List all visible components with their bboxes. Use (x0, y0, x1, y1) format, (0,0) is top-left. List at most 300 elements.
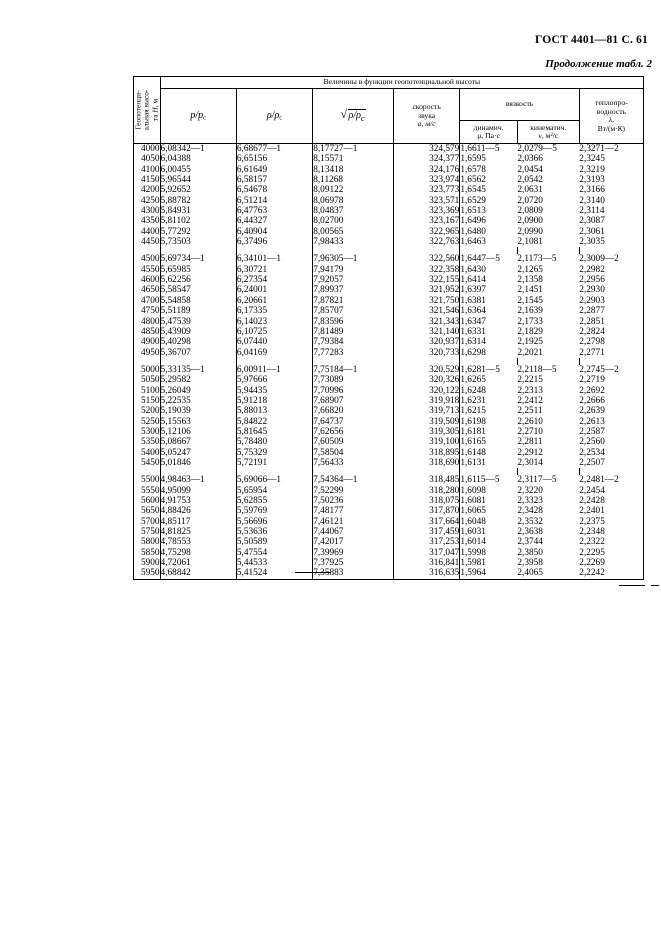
cell-pressure-ratio: 5,84931 (160, 206, 236, 216)
cell-density-ratio: 5,91218 (236, 396, 312, 406)
cell-dynamic-viscosity: 1,6397 (460, 285, 486, 296)
cell-thermal-conductivity: 2,2613 (579, 417, 643, 427)
cell-thermal-conductivity: 2,2824 (579, 327, 643, 337)
cell-sqrt-density-ratio: 7,35883 (313, 568, 394, 579)
cell-speed-of-sound: 320,122 (393, 386, 459, 396)
cell-pressure-ratio: 6,08342—1 (160, 144, 236, 155)
cell-thermal-conductivity: 2,3271—2 (579, 144, 643, 155)
cell-thermal-conductivity: 2,2956 (579, 275, 643, 285)
cell-density-ratio: 6,37496 (236, 237, 312, 247)
cell-dynamic-viscosity: 1,6081 (460, 496, 486, 506)
cell-thermal-conductivity: 2,3166 (579, 185, 643, 195)
cell-thermal-conductivity: 2,2348 (579, 527, 643, 537)
table-row (134, 206, 644, 216)
cell-dynamic-viscosity: 1,6480 (460, 226, 486, 237)
height-header-line1: Геопотенци- (133, 90, 143, 130)
cell-thermal-conductivity: 2,2745—2 (579, 365, 643, 375)
cell-sqrt-density-ratio: 7,89937 (313, 285, 394, 295)
cell-density-ratio: 6,20661 (236, 296, 312, 306)
cell-speed-of-sound: 317,664 (393, 517, 459, 527)
cell-sqrt-density-ratio: 7,96305—1 (313, 254, 394, 264)
cell-sqrt-density-ratio: 7,81489 (313, 327, 394, 337)
cell-sqrt-density-ratio: 8,09122 (313, 185, 394, 195)
cell-density-ratio: 5,59769 (236, 506, 312, 516)
table-row (134, 317, 644, 327)
running-head: ГОСТ 4401—81 С. 61 (535, 34, 648, 46)
cell-kinematic-viscosity: 2,1081 (517, 237, 543, 248)
sos-line2: звука (418, 110, 436, 120)
cell-dynamic-viscosity: 1,6031 (460, 527, 486, 538)
cell-speed-of-sound: 319,305 (393, 427, 459, 437)
cell-kinematic-viscosity: 2,0279—5 (517, 144, 557, 154)
cell-kinematic-viscosity: 2,3744 (517, 537, 543, 548)
cell-pressure-ratio: 5,54858 (160, 296, 236, 306)
footer-dash-right-2 (651, 585, 659, 586)
cell-thermal-conductivity: 2,3087 (579, 216, 643, 226)
cell-sqrt-density-ratio: 7,73089 (313, 375, 394, 385)
footer-dash-right (619, 585, 645, 586)
table-row (134, 348, 644, 358)
cell-density-ratio: 5,81645 (236, 427, 312, 437)
cell-height: 5950 (134, 568, 161, 579)
cell-pressure-ratio: 5,19039 (160, 406, 236, 416)
cell-thermal-conductivity: 2,2454 (579, 486, 643, 496)
cell-pressure-ratio: 5,73503 (160, 237, 236, 247)
cell-height: 5050 (134, 375, 161, 385)
cell-height: 5400 (134, 448, 161, 458)
cell-height: 4850 (134, 327, 161, 337)
cell-kinematic-viscosity: 2,1925 (517, 337, 543, 348)
cell-sqrt-density-ratio: 7,79384 (313, 337, 394, 347)
cell-thermal-conductivity: 2,2242 (579, 568, 643, 579)
cell-speed-of-sound: 321,750 (393, 296, 459, 306)
table-row (134, 396, 644, 406)
cell-thermal-conductivity: 2,3061 (579, 227, 643, 237)
cell-thermal-conductivity: 2,2930 (579, 285, 643, 295)
cell-kinematic-viscosity: 2,3532 (517, 516, 543, 527)
cell-density-ratio: 6,24001 (236, 285, 312, 295)
cell-pressure-ratio: 5,26049 (160, 386, 236, 396)
cell-speed-of-sound: 323,167 (393, 216, 459, 226)
lam-line1: теплопро- (595, 98, 628, 107)
cell-height: 5300 (134, 427, 161, 437)
cell-dynamic-viscosity: 1,6048 (460, 516, 486, 527)
col-header-thermal-conductivity (579, 89, 643, 144)
cell-height: 4900 (134, 337, 161, 347)
cell-kinematic-viscosity: 2,4065 (517, 568, 579, 579)
table-row (134, 196, 644, 206)
cell-speed-of-sound: 323,974 (393, 175, 459, 185)
height-header-line2: альная высо- (141, 89, 151, 131)
cell-dynamic-viscosity: 1,6545 (460, 185, 486, 196)
cell-height: 4650 (134, 285, 161, 295)
cell-kinematic-viscosity: 2,1265 (517, 264, 543, 275)
cell-thermal-conductivity: 2,2401 (579, 506, 643, 516)
cell-sqrt-density-ratio: 7,83596 (313, 317, 394, 327)
cell-thermal-conductivity: 2,2771 (579, 348, 643, 358)
cell-thermal-conductivity: 2,3140 (579, 196, 643, 206)
table-row (134, 558, 644, 568)
table-row (134, 458, 644, 468)
cell-sqrt-density-ratio: 7,77283 (313, 348, 394, 358)
lam-line4: Вт/(м·К) (597, 123, 625, 133)
cell-height: 5250 (134, 417, 161, 427)
cell-pressure-ratio: 4,98463—1 (160, 475, 236, 485)
cell-thermal-conductivity: 2,2507 (579, 458, 643, 468)
cell-kinematic-viscosity: 2,1451 (517, 285, 543, 296)
footer-dash-left (295, 572, 331, 573)
cell-thermal-conductivity: 2,2719 (579, 375, 643, 385)
table-row (134, 144, 644, 155)
cell-pressure-ratio: 5,47539 (160, 317, 236, 327)
cell-pressure-ratio: 6,04388 (160, 154, 236, 164)
cell-height: 4450 (134, 237, 161, 247)
cell-density-ratio: 5,69066—1 (236, 475, 312, 485)
cell-height: 5550 (134, 486, 161, 496)
cell-kinematic-viscosity: 2,0454 (517, 164, 543, 175)
cell-dynamic-viscosity: 1,5981 (460, 558, 486, 569)
cell-kinematic-viscosity: 2,2313 (517, 385, 543, 396)
cell-kinematic-viscosity: 2,2710 (517, 426, 543, 437)
cell-density-ratio: 6,17335 (236, 306, 312, 316)
cell-kinematic-viscosity: 2,1173—5 (517, 254, 557, 265)
cell-sqrt-density-ratio: 7,39969 (313, 548, 394, 558)
table-row (134, 568, 644, 579)
cell-thermal-conductivity: 2,2851 (579, 317, 643, 327)
cell-sqrt-density-ratio: 8,02700 (313, 216, 394, 226)
cell-speed-of-sound: 316,841 (393, 558, 459, 568)
table-row (134, 227, 644, 237)
cell-thermal-conductivity: 2,2428 (579, 496, 643, 506)
cell-pressure-ratio: 5,43909 (160, 327, 236, 337)
cell-dynamic-viscosity: 1,6198 (460, 416, 486, 427)
cell-density-ratio: 6,30721 (236, 265, 312, 275)
cell-kinematic-viscosity: 2,2912 (517, 447, 543, 458)
cell-pressure-ratio: 5,92652 (160, 185, 236, 195)
cell-speed-of-sound: 322,155 (393, 275, 459, 285)
cell-dynamic-viscosity: 1,6578 (460, 164, 486, 175)
cell-dynamic-viscosity: 1,6513 (460, 206, 486, 217)
cell-height: 5850 (134, 548, 161, 558)
cell-dynamic-viscosity: 1,6331 (460, 326, 486, 337)
cell-density-ratio: 5,47554 (236, 548, 312, 558)
cell-sqrt-density-ratio: 8,13418 (313, 165, 394, 175)
table-row (134, 237, 644, 247)
cell-thermal-conductivity: 2,2692 (579, 386, 643, 396)
cell-density-ratio: 5,75329 (236, 448, 312, 458)
cell-speed-of-sound: 318,895 (393, 448, 459, 458)
cell-speed-of-sound: 322,763 (393, 237, 459, 247)
col-header-height (134, 77, 161, 144)
cell-kinematic-viscosity: 2,3850 (517, 547, 543, 558)
cell-dynamic-viscosity: 1,6364 (460, 306, 486, 317)
cell-height: 4250 (134, 196, 161, 206)
cell-speed-of-sound: 324,176 (393, 165, 459, 175)
cell-dynamic-viscosity: 1,6562 (460, 175, 486, 186)
cell-sqrt-density-ratio: 7,85707 (313, 306, 394, 316)
cell-dynamic-viscosity: 1,5998 (460, 547, 486, 558)
cell-dynamic-viscosity: 1,6381 (460, 295, 486, 306)
cell-height: 4100 (134, 165, 161, 175)
cell-density-ratio: 5,53636 (236, 527, 312, 537)
cell-density-ratio: 5,84822 (236, 417, 312, 427)
cell-height: 5700 (134, 517, 161, 527)
cell-speed-of-sound: 321,952 (393, 285, 459, 295)
table-row (134, 448, 644, 458)
cell-dynamic-viscosity: 1,6215 (460, 406, 486, 417)
cell-kinematic-viscosity: 2,2610 (517, 416, 543, 427)
cell-dynamic-viscosity: 1,6611—5 (460, 144, 500, 154)
cell-speed-of-sound: 321,140 (393, 327, 459, 337)
cell-pressure-ratio: 5,62256 (160, 275, 236, 285)
table-row (134, 185, 644, 195)
table-row (134, 475, 644, 485)
table-row (134, 437, 644, 447)
cell-speed-of-sound: 320,733 (393, 348, 459, 358)
cell-pressure-ratio: 5,22535 (160, 396, 236, 406)
cell-kinematic-viscosity: 2,0809 (517, 206, 543, 217)
cell-thermal-conductivity: 2,2534 (579, 448, 643, 458)
cell-speed-of-sound: 323,773 (393, 185, 459, 195)
height-header-line3: та H, м (149, 98, 159, 122)
cell-speed-of-sound: 319,713 (393, 406, 459, 416)
cell-speed-of-sound: 322,358 (393, 265, 459, 275)
cell-thermal-conductivity: 2,2587 (579, 427, 643, 437)
cell-pressure-ratio: 5,58547 (160, 285, 236, 295)
cell-kinematic-viscosity: 2,3220 (517, 485, 543, 496)
cell-density-ratio: 6,00911—1 (236, 365, 312, 375)
cell-speed-of-sound: 318,690 (393, 458, 459, 468)
nu-line2: ν, м²/с (538, 131, 559, 141)
cell-speed-of-sound: 321,546 (393, 306, 459, 316)
cell-sqrt-density-ratio: 8,15571 (313, 154, 394, 164)
data-table-wrapper (133, 76, 644, 580)
cell-height: 5200 (134, 406, 161, 416)
cell-kinematic-viscosity: 2,1639 (517, 306, 543, 317)
table-row (134, 386, 644, 396)
cell-speed-of-sound: 317,459 (393, 527, 459, 537)
cell-kinematic-viscosity: 2,2215 (517, 375, 543, 386)
table-row (134, 548, 644, 558)
cell-thermal-conductivity: 2,2322 (579, 537, 643, 547)
cell-speed-of-sound: 321,343 (393, 317, 459, 327)
cell-density-ratio: 5,50589 (236, 537, 312, 547)
cell-dynamic-viscosity: 1,6265 (460, 375, 486, 386)
cell-pressure-ratio: 5,15563 (160, 417, 236, 427)
cell-kinematic-viscosity: 2,0631 (517, 185, 543, 196)
table-row (134, 154, 644, 164)
table-row (134, 517, 644, 527)
cell-sqrt-density-ratio: 7,54364—1 (313, 475, 394, 485)
cell-thermal-conductivity: 2,3245 (579, 154, 643, 164)
cell-kinematic-viscosity: 2,3428 (517, 506, 543, 517)
cell-height: 5350 (134, 437, 161, 447)
cell-sqrt-density-ratio: 7,50236 (313, 496, 394, 506)
cell-kinematic-viscosity: 2,0720 (517, 195, 543, 206)
cell-kinematic-viscosity: 2,3958 (517, 558, 543, 569)
cell-density-ratio: 5,72191 (236, 458, 312, 468)
table-row (134, 506, 644, 516)
cell-density-ratio: 6,07440 (236, 337, 312, 347)
cell-pressure-ratio: 5,69734—1 (160, 254, 236, 264)
cell-thermal-conductivity: 2,2560 (579, 437, 643, 447)
cell-speed-of-sound: 324,579 (393, 144, 459, 155)
cell-thermal-conductivity: 2,2639 (579, 406, 643, 416)
cell-height: 4400 (134, 227, 161, 237)
cell-density-ratio: 5,88013 (236, 406, 312, 416)
cell-height: 4200 (134, 185, 161, 195)
cell-density-ratio: 6,61649 (236, 165, 312, 175)
cell-thermal-conductivity: 2,2798 (579, 337, 643, 347)
cell-dynamic-viscosity: 1,6281—5 (460, 364, 500, 375)
cell-sqrt-density-ratio: 7,52299 (313, 486, 394, 496)
col-header-sqrt-density-ratio: √ $\rho/\rho_c$ (313, 89, 394, 144)
cell-kinematic-viscosity: 2,0542 (517, 175, 543, 186)
atmosphere-properties-table (133, 76, 644, 580)
cell-height: 5100 (134, 386, 161, 396)
cell-thermal-conductivity: 2,2295 (579, 548, 643, 558)
cell-density-ratio: 6,14023 (236, 317, 312, 327)
cell-kinematic-viscosity: 2,0366 (517, 154, 543, 165)
cell-pressure-ratio: 6,00455 (160, 165, 236, 175)
cell-pressure-ratio: 5,05247 (160, 448, 236, 458)
cell-sqrt-density-ratio: 8,04837 (313, 206, 394, 216)
cell-height: 4750 (134, 306, 161, 316)
cell-pressure-ratio: 5,96544 (160, 175, 236, 185)
cell-pressure-ratio: 5,08667 (160, 437, 236, 447)
cell-density-ratio: 5,56696 (236, 517, 312, 527)
cell-pressure-ratio: 5,01846 (160, 458, 236, 468)
table-row (134, 275, 644, 285)
cell-density-ratio: 6,44327 (236, 216, 312, 226)
cell-sqrt-density-ratio: 7,46121 (313, 517, 394, 527)
cell-pressure-ratio: 5,36707 (160, 348, 236, 358)
cell-density-ratio: 6,54678 (236, 185, 312, 195)
cell-height: 4600 (134, 275, 161, 285)
cell-kinematic-viscosity: 2,3323 (517, 496, 543, 506)
table-row (134, 365, 644, 375)
table-row (134, 327, 644, 337)
cell-pressure-ratio: 4,78553 (160, 537, 236, 547)
cell-kinematic-viscosity: 2,2412 (517, 395, 543, 406)
cell-speed-of-sound: 320,326 (393, 375, 459, 385)
cell-sqrt-density-ratio: 8,06978 (313, 196, 394, 206)
cell-sqrt-density-ratio: 7,68907 (313, 396, 394, 406)
cell-pressure-ratio: 5,81102 (160, 216, 236, 226)
cell-height: 5450 (134, 458, 161, 468)
cell-height: 5800 (134, 537, 161, 547)
cell-height: 5000 (134, 365, 161, 375)
cell-sqrt-density-ratio: 8,11268 (313, 175, 394, 185)
cell-kinematic-viscosity: 2,1733 (517, 316, 543, 327)
cell-dynamic-viscosity: 1,6115—5 (460, 475, 500, 486)
cell-height: 5650 (134, 506, 161, 516)
table-row (134, 486, 644, 496)
cell-dynamic-viscosity: 1,6148 (460, 447, 486, 458)
cell-height: 4500 (134, 254, 161, 264)
cell-speed-of-sound: 317,047 (393, 548, 459, 558)
cell-thermal-conductivity: 2,2982 (579, 265, 643, 275)
cell-pressure-ratio: 5,12106 (160, 427, 236, 437)
lam-line3: λ, (608, 115, 614, 124)
cell-dynamic-viscosity: 1,6414 (460, 275, 486, 286)
cell-dynamic-viscosity: 1,6131 (460, 457, 486, 468)
table-row (134, 165, 644, 175)
cell-dynamic-viscosity: 1,6430 (460, 264, 486, 275)
cell-height: 4000 (134, 144, 161, 155)
cell-thermal-conductivity: 2,3035 (579, 237, 643, 247)
cell-thermal-conductivity: 2,3114 (579, 206, 643, 216)
cell-sqrt-density-ratio: 7,64737 (313, 417, 394, 427)
cell-dynamic-viscosity: 1,6347 (460, 316, 486, 327)
cell-dynamic-viscosity: 1,6298 (460, 347, 486, 358)
col-header-speed-of-sound (393, 89, 459, 144)
col-header-kinematic-viscosity (517, 121, 579, 144)
block-spacer (134, 247, 644, 254)
cell-height: 4050 (134, 154, 161, 164)
cell-height: 4350 (134, 216, 161, 226)
cell-pressure-ratio: 5,77292 (160, 227, 236, 237)
table-row (134, 406, 644, 416)
cell-thermal-conductivity: 2,2269 (579, 558, 643, 568)
cell-dynamic-viscosity: 1,6248 (460, 385, 486, 396)
cell-density-ratio: 6,40904 (236, 227, 312, 237)
cell-pressure-ratio: 4,85117 (160, 517, 236, 527)
cell-density-ratio: 6,65156 (236, 154, 312, 164)
cell-sqrt-density-ratio: 7,44067 (313, 527, 394, 537)
mu-line2: μ, Па·с (477, 131, 500, 141)
table-row (134, 527, 644, 537)
cell-density-ratio: 6,34101—1 (236, 254, 312, 264)
table-row (134, 216, 644, 226)
cell-sqrt-density-ratio: 7,37925 (313, 558, 394, 568)
cell-kinematic-viscosity: 2,3117—5 (517, 475, 557, 486)
cell-pressure-ratio: 4,75298 (160, 548, 236, 558)
cell-sqrt-density-ratio: 7,58504 (313, 448, 394, 458)
cell-kinematic-viscosity: 2,2118—5 (517, 364, 557, 375)
block-spacer (134, 358, 644, 365)
cell-density-ratio: 5,44533 (236, 558, 312, 568)
cell-speed-of-sound: 324,377 (393, 154, 459, 164)
cell-sqrt-density-ratio: 7,94179 (313, 265, 394, 275)
cell-density-ratio: 6,68677—1 (236, 144, 312, 155)
cell-sqrt-density-ratio: 7,60509 (313, 437, 394, 447)
cell-dynamic-viscosity: 1,5964 (460, 568, 518, 579)
cell-thermal-conductivity: 2,3193 (579, 175, 643, 185)
cell-sqrt-density-ratio: 7,87821 (313, 296, 394, 306)
cell-dynamic-viscosity: 1,6014 (460, 537, 486, 548)
cell-dynamic-viscosity: 1,6529 (460, 195, 486, 206)
cell-dynamic-viscosity: 1,6165 (460, 437, 486, 448)
cell-density-ratio: 5,94435 (236, 386, 312, 396)
cell-thermal-conductivity: 2,2877 (579, 306, 643, 316)
cell-density-ratio: 6,27354 (236, 275, 312, 285)
cell-speed-of-sound: 322,560 (393, 254, 459, 264)
cell-speed-of-sound: 319,918 (393, 396, 459, 406)
col-header-pressure-ratio: $p/p_c$ (160, 89, 236, 144)
cell-dynamic-viscosity: 1,6098 (460, 485, 486, 496)
cell-dynamic-viscosity: 1,6181 (460, 426, 486, 437)
cell-sqrt-density-ratio: 7,98433 (313, 237, 394, 247)
cell-sqrt-density-ratio: 7,42017 (313, 537, 394, 547)
cell-height: 5500 (134, 475, 161, 485)
cell-speed-of-sound: 318,075 (393, 496, 459, 506)
table-row (134, 496, 644, 506)
cell-thermal-conductivity: 2,2666 (579, 396, 643, 406)
cell-kinematic-viscosity: 2,0990 (517, 226, 543, 237)
cell-speed-of-sound: 319,100 (393, 437, 459, 447)
cell-sqrt-density-ratio: 7,66820 (313, 406, 394, 416)
